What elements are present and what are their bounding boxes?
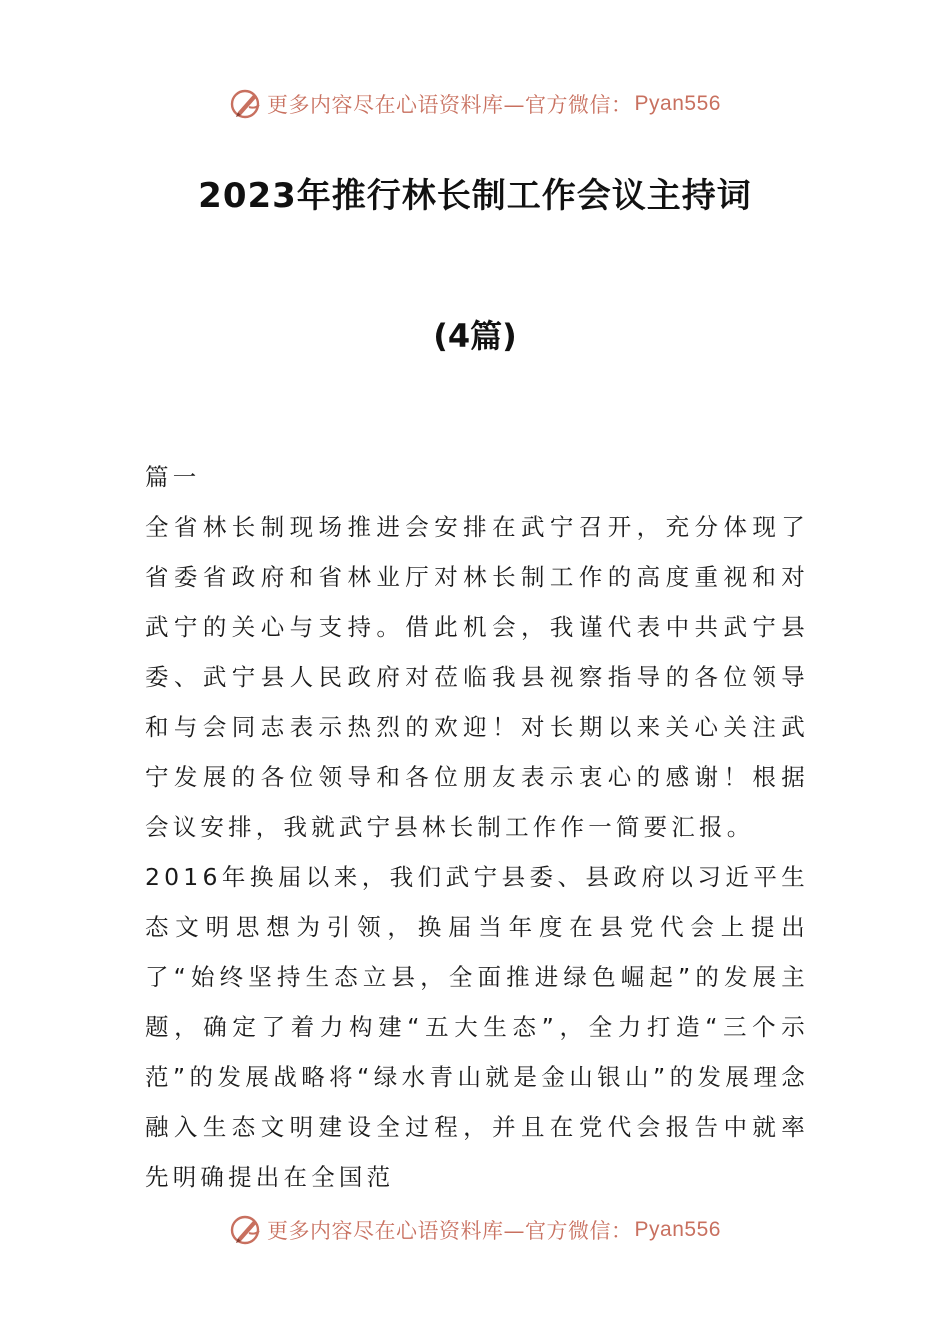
document-body: [145, 452, 809, 1202]
paragraph: 全省林长制现场推进会安排在武宁召开，充分体现了省委省政府和省林业厅对林长制工作的高度重视和对武宁的关心与支持。借此机会，我谨代表中共武宁县委、武宁县人民政府对莅临我县视察指导的各位领导和与会同志表示热烈的欢迎！对长期以来关心关注武宁发展的各位领导和各位朋友表示衷心的感谢！根据会议安排，我就武宁县林长制工作作一简要汇报。: [145, 513, 809, 841]
watermark-wechat-id: Pyan556: [634, 92, 721, 115]
pen-logo-icon: [229, 87, 263, 121]
document-title: 2023年推行林长制工作会议主持词: [198, 176, 752, 216]
footer-watermark-banner: [0, 1210, 950, 1250]
section-label: 篇一: [145, 463, 201, 491]
paragraph: 2016年换届以来，我们武宁县委、县政府以习近平生态文明思想为引领，换届当年度在县党代会上提出了“始终坚持生态立县，全面推进绿色崛起”的发展主题，确定了着力构建“五大生态”，全力打造“三个示范”的发展战略将“绿水青山就是金山银山”的发展理念融入生态文明建设全过程，并且在党代会报告中就率先明确提出在全国范: [145, 863, 809, 1191]
pen-logo-icon: [229, 1213, 263, 1247]
watermark-text: 更多内容尽在心语资料库—官方微信：: [267, 1219, 633, 1243]
watermark-text: 更多内容尽在心语资料库—官方微信：: [267, 93, 633, 117]
document-subtitle: (4篇): [433, 317, 517, 355]
header-watermark-banner: [0, 84, 950, 124]
watermark-wechat-id: Pyan556: [634, 1218, 721, 1241]
